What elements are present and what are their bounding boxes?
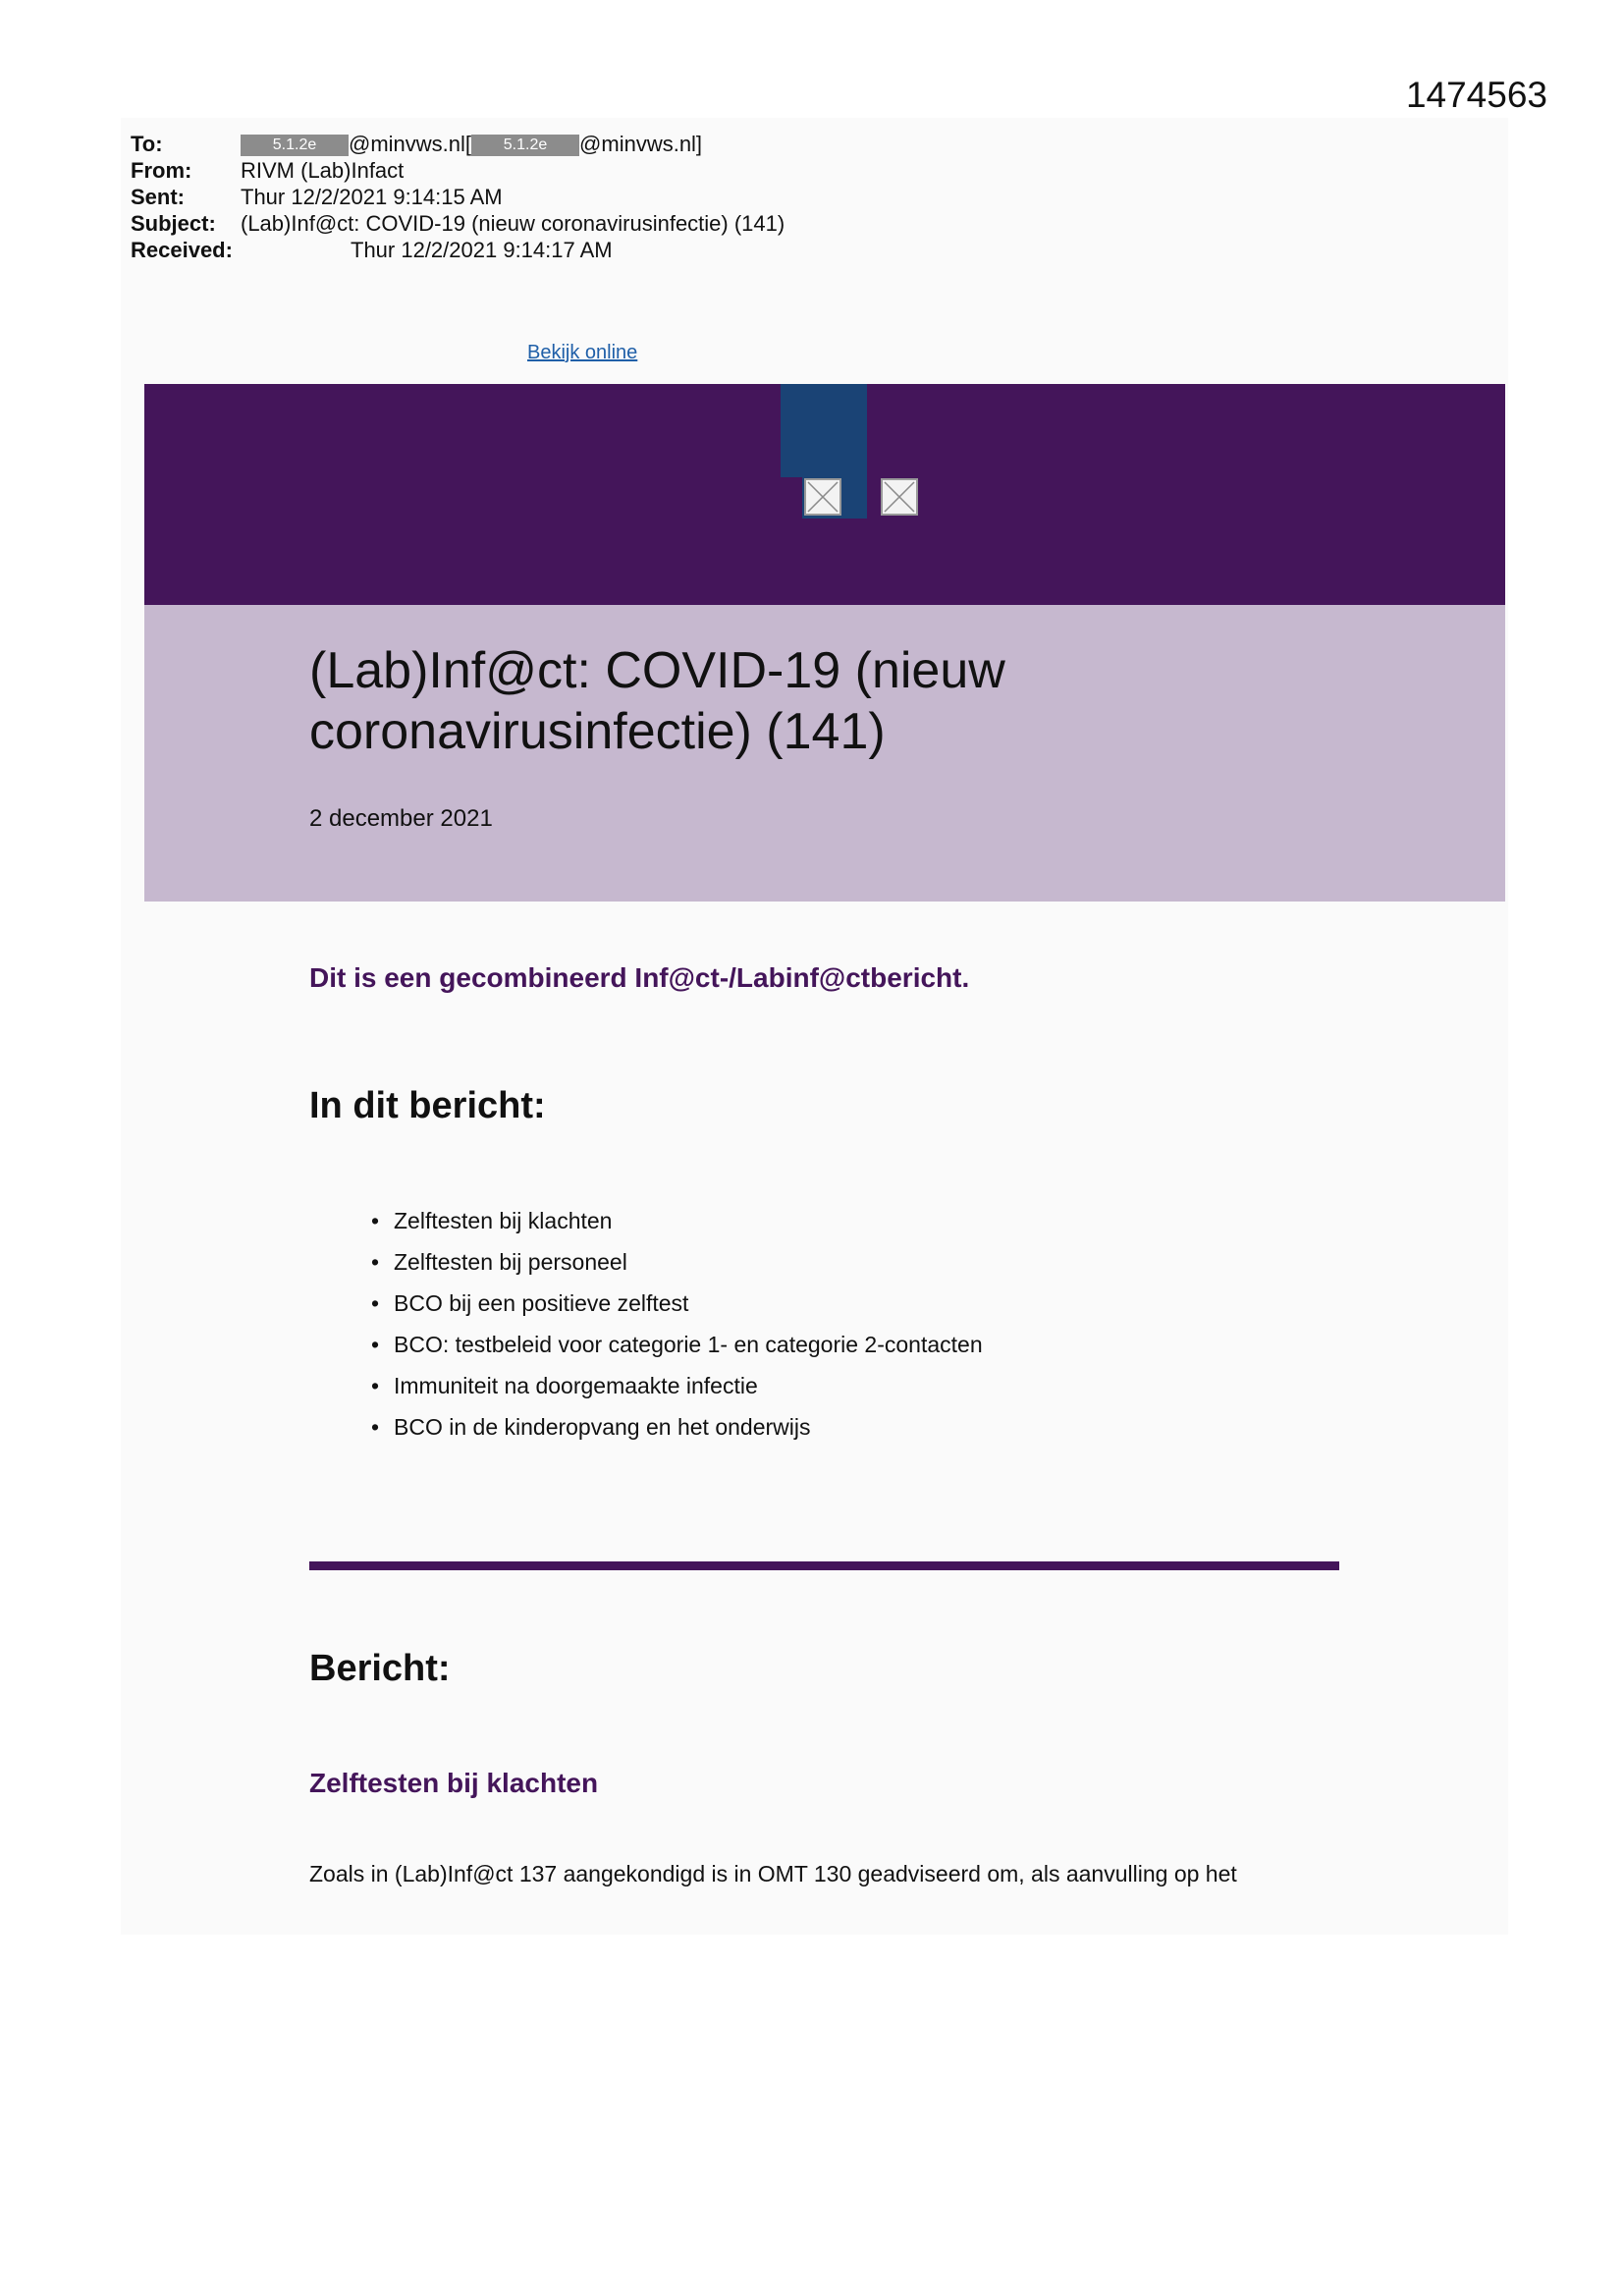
to-value	[241, 131, 702, 157]
from-label: From:	[131, 158, 192, 183]
section-heading: Zelftesten bij klachten	[309, 1768, 599, 1798]
sent-value: Thur 12/2/2021 9:14:15 AM	[241, 185, 503, 209]
redaction-box: 5.1.2e	[241, 135, 349, 156]
toc-heading: In dit bericht:	[309, 1085, 546, 1126]
broken-image-icon	[804, 478, 841, 516]
broken-image-icon	[881, 478, 918, 516]
sent-label: Sent:	[131, 185, 185, 209]
header-banner	[144, 384, 1505, 605]
to-domain: @minvws.nl[	[349, 132, 472, 156]
title-band	[144, 605, 1505, 902]
redaction-box: 5.1.2e	[471, 135, 579, 156]
toc-item: • BCO in de kinderopvang en het onderwijs	[371, 1412, 983, 1453]
received-label: Received:	[131, 238, 233, 262]
view-online-link[interactable]: Bekijk online	[527, 342, 638, 363]
toc-item: • Immuniteit na doorgemaakte infectie	[371, 1371, 983, 1412]
toc-item: • Zelftesten bij personeel	[371, 1247, 983, 1288]
to-domain: @minvws.nl]	[579, 132, 703, 156]
from-value: RIVM (Lab)Infact	[241, 158, 405, 183]
newsletter-title: (Lab)Inf@ct: COVID-19 (nieuw coronavirusinfectie) (141)	[309, 642, 1005, 760]
toc-item: • BCO bij een positieve zelftest	[371, 1288, 983, 1330]
newsletter-date: 2 december 2021	[309, 805, 493, 832]
document-number: 1474563	[1405, 75, 1547, 115]
to-label: To:	[131, 132, 163, 156]
body-heading: Bericht:	[309, 1648, 451, 1689]
toc-item: • BCO: testbeleid voor categorie 1- en categorie 2-contacten	[371, 1330, 983, 1371]
subject-label: Subject:	[131, 211, 216, 236]
subject-value: (Lab)Inf@ct: COVID-19 (nieuw coronavirusinfectie) (141)	[241, 211, 785, 236]
intro-text: Dit is een gecombineerd Inf@ct-/Labinf@ctbericht.	[309, 962, 970, 993]
toc-list	[371, 1206, 983, 1453]
section-divider	[309, 1561, 1339, 1570]
banner-tab-cutout	[781, 477, 802, 519]
received-value: Thur 12/2/2021 9:14:17 AM	[351, 238, 613, 262]
toc-item: • Zelftesten bij klachten	[371, 1206, 983, 1247]
body-paragraph: Zoals in (Lab)Inf@ct 137 aangekondigd is in OMT 130 geadviseerd om, als aanvulling op het	[309, 1861, 1237, 1886]
